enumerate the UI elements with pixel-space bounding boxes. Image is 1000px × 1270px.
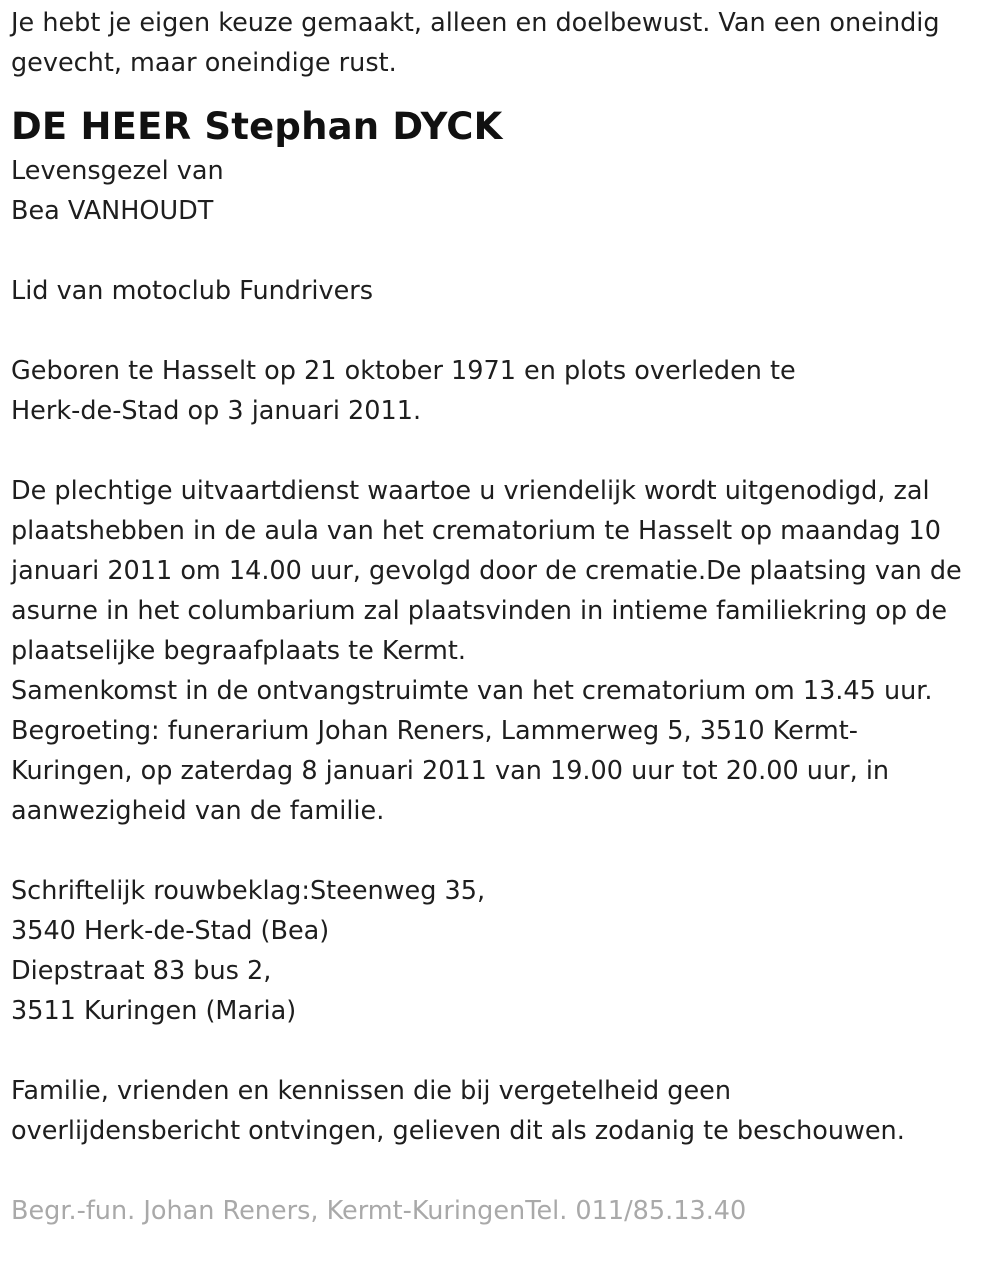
ceremony-line: Kuringen, op zaterdag 8 januari 2011 van 19.00 uur tot 20.00 uur, in [11, 756, 890, 786]
birth-death-paragraph [11, 351, 995, 431]
spacer [11, 431, 995, 471]
condolences-line: Diepstraat 83 bus 2, [11, 956, 272, 986]
spacer [11, 231, 995, 271]
condolences-line: 3511 Kuringen (Maria) [11, 996, 297, 1026]
spacer [11, 1151, 995, 1191]
motto-line: gevecht, maar oneindige rust. [11, 48, 397, 78]
spacer [11, 831, 995, 871]
ceremony-line: Begroeting: funerarium Johan Reners, Lammerweg 5, 3510 Kermt- [11, 716, 858, 746]
relation-line: Levensgezel van [11, 156, 224, 186]
ceremony-line: aanwezigheid van de familie. [11, 796, 385, 826]
ceremony-line: plaatshebben in de aula van het crematorium te Hasselt op maandag 10 [11, 516, 941, 546]
motto-line: Je hebt je eigen keuze gemaakt, alleen en doelbewust. Van een oneindig [11, 8, 940, 38]
birth-death-line: Herk-de-Stad op 3 januari 2011. [11, 396, 422, 426]
ceremony-line: De plechtige uitvaartdienst waartoe u vriendelijk wordt uitgenodigd, zal [11, 476, 930, 506]
membership-line: Lid van motoclub Fundrivers [11, 276, 374, 306]
funeral-home-footer: Begr.-fun. Johan Reners, Kermt-KuringenTel. 011/85.13.40 [11, 1196, 747, 1226]
notice-paragraph [11, 1071, 995, 1151]
ceremony-line: plaatselijke begraafplaats te Kermt. [11, 636, 467, 666]
birth-death-line: Geboren te Hasselt op 21 oktober 1971 en plots overleden te [11, 356, 796, 386]
ceremony-line: asurne in het columbarium zal plaatsvinden in intieme familiekring op de [11, 596, 948, 626]
notice-line: Familie, vrienden en kennissen die bij vergetelheid geen [11, 1076, 731, 1106]
obituary-notice [11, 3, 995, 1231]
ceremony-line: Samenkomst in de ontvangstruimte van het crematorium om 13.45 uur. [11, 676, 933, 706]
ceremony-paragraph [11, 471, 995, 831]
relation-paragraph [11, 151, 995, 231]
condolences-paragraph [11, 871, 995, 1031]
spacer [11, 1031, 995, 1071]
deceased-name: DE HEER Stephan DYCK [11, 105, 503, 148]
spacer [11, 311, 995, 351]
motto-paragraph [11, 3, 995, 83]
condolences-line: 3540 Herk-de-Stad (Bea) [11, 916, 330, 946]
ceremony-line: januari 2011 om 14.00 uur, gevolgd door de crematie.De plaatsing van de [11, 556, 962, 586]
condolences-line: Schriftelijk rouwbeklag:Steenweg 35, [11, 876, 486, 906]
relation-line: Bea VANHOUDT [11, 196, 214, 226]
notice-line: overlijdensbericht ontvingen, gelieven dit als zodanig te beschouwen. [11, 1116, 905, 1146]
